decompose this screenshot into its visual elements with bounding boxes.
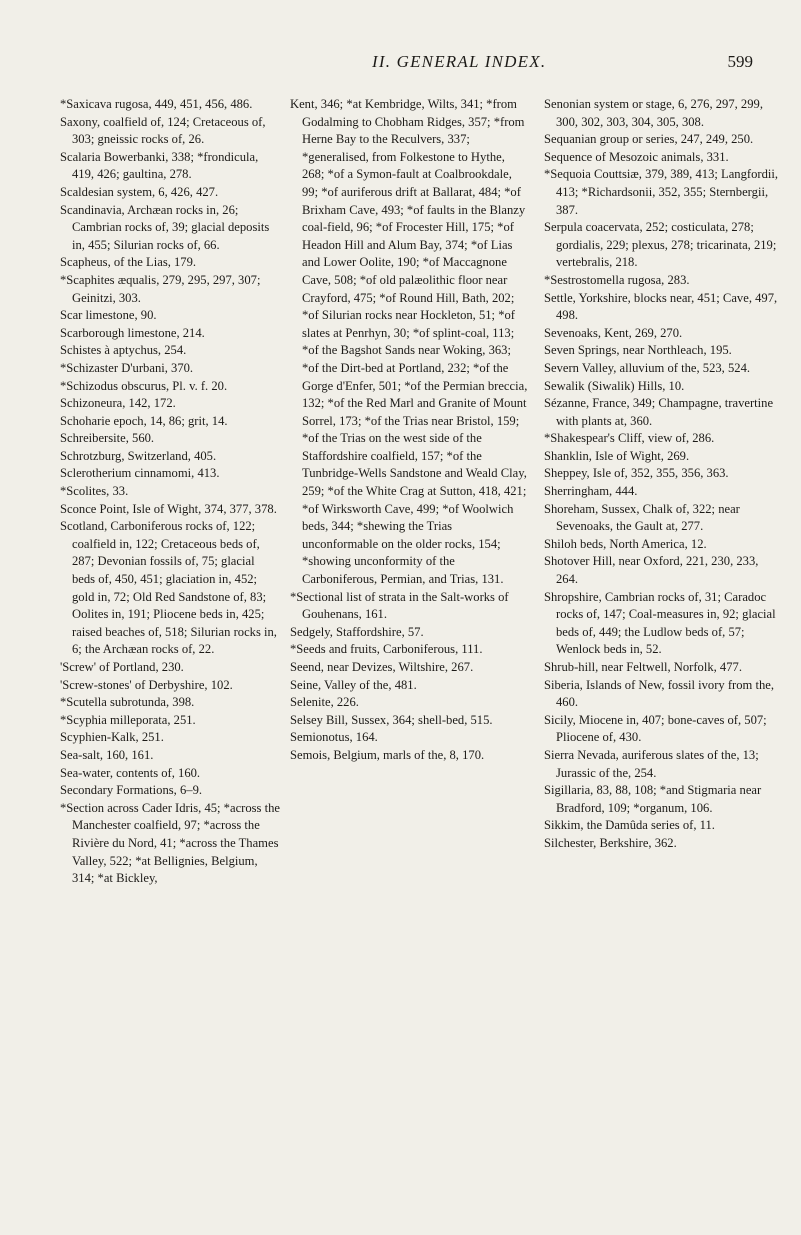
page-number: 599	[727, 52, 753, 71]
index-entry: Seend, near Devizes, Wiltshire, 267.	[290, 660, 474, 674]
index-entry: Severn Valley, alluvium of the, 523, 524.	[544, 360, 751, 375]
index-entry: *Scutella subrotunda, 398.	[60, 695, 195, 710]
index-entry: Schistes à aptychus, 254.	[60, 343, 187, 358]
index-entry: Sherringham, 444.	[544, 484, 638, 499]
index-entry: Selenite, 226.	[290, 695, 359, 710]
index-entry: Shropshire, Cambrian rocks of, 31; Caradoc rocks of, 147; Coal-measures in, 92; glacial beds of, 449; the Ludlow beds of, 57; Wenlock beds in, 52.	[544, 589, 776, 657]
index-entry: Siberia, Islands of New, fossil ivory from the, 460.	[544, 677, 775, 710]
index-entry: Sea-salt, 160, 161.	[60, 747, 154, 762]
index-entry: Senonian system or stage, 6, 276, 297, 299, 300, 302, 303, 304, 305, 308.	[544, 97, 763, 129]
index-entry: *Sectional list of strata in the Salt-works of Gouhenans, 161.	[290, 589, 509, 622]
index-entry: Sicily, Miocene in, 407; bone-caves of, 507; Pliocene of, 430.	[544, 712, 767, 745]
index-entry: Scyphien-Kalk, 251.	[60, 730, 164, 745]
index-entry: *Saxicava rugosa, 449, 451, 456, 486.	[60, 97, 253, 111]
index-entry: Shanklin, Isle of Wight, 269.	[544, 448, 690, 463]
index-entry: Sikkim, the Damûda series of, 11.	[544, 818, 715, 833]
index-entry: Scaldesian system, 6, 426, 427.	[60, 184, 219, 199]
index-entry: Kent, 346; *at Kembridge, Wilts, 341; *from Godalming to Chobham Ridges, 357; *from Herne Bay to the Reculvers, 337; *generalised, from Folkestone to Hythe, 268; *of a Symon-fault at Coalbrookdale, 99; *of auriferous drift at Ballarat, 484; *of Brixham Cave, 493; *of faults in the Blanzy coal-field, 96; *of Frocester Hill, 175; *of Headon Hill and Alum Bay, 374; *of Lias and Lower Oolite, 190; *of Maccagnone Cave, 508; *of old palæolithic floor near Crayford, 475; *of Round Hill, Bath, 202; *of Silurian rocks near Hockleton, 51; *of slates at Penrhyn, 30; *of splint-coal, 113; *of the Bagshot Sands near Woking, 363; *of the Dirt-bed at Portland, 232; *of the Gorge d'Enfer, 501; *of the Permian breccia, 132; *of the Red Marl and Granite of Mount Sorrel, 173; *of the Trias near Bristol, 159; *of the Trias on the west side of the Staffordshire coalfield, 157; *of the Tunbridge-Wells Sandstone and Weald Clay, 259; *of the White Crag at Sutton, 418, 421; *of Wirksworth Cave, 499; *of Woolwich beds, 344; *shewing the Trias unconformable on the older rocks, 154; *showing unconformity of the Carboniferous, Permian, and Trias, 131.	[290, 97, 528, 587]
index-entry: Sea-water, contents of, 160.	[60, 765, 201, 780]
index-entry: Silchester, Berkshire, 362.	[544, 835, 677, 850]
index-entry: Shrub-hill, near Feltwell, Norfolk, 477.	[544, 660, 742, 674]
index-entry: Sigillaria, 83, 88, 108; *and Stigmaria near Bradford, 109; *organum, 106.	[544, 783, 762, 815]
index-entry: Shotover Hill, near Oxford, 221, 230, 233, 264.	[544, 554, 759, 587]
index-entry: Seine, Valley of the, 481.	[290, 677, 417, 692]
index-entry: *Scolites, 33.	[60, 484, 129, 499]
index-entry: Saxony, coalfield of, 124; Cretaceous of, 303; gneissic rocks of, 26.	[60, 114, 266, 147]
index-entry: Schreibersite, 560.	[60, 431, 155, 446]
index-entry: Sewalik (Siwalik) Hills, 10.	[544, 378, 685, 393]
index-entry: Scalaria Bowerbanki, 338; *frondicula, 419, 426; gaultina, 278.	[60, 149, 259, 182]
index-entry: Scandinavia, Archæan rocks in, 26; Cambrian rocks of, 39; glacial deposits in, 455; Silurian rocks of, 66.	[60, 202, 270, 252]
index-entry: Scotland, Carboniferous rocks of, 122; coalfield in, 122; Cretaceous beds of, 287; Devonian fossils of, 75; glacial beds of, 450, 451; glaciation in, 452; gold in, 72; Old Red Sandstone of, 83; Oolites in, 191; Pliocene beds in, 425; raised beaches of, 518; Silurian rocks in, 6; the Archæan rocks of, 22.	[60, 519, 277, 657]
index-entry: Scarborough limestone, 214.	[60, 325, 205, 340]
index-entry: Sclerotherium cinnamomi, 413.	[60, 466, 220, 481]
index-entry: Schoharie epoch, 14, 86; grit, 14.	[60, 413, 228, 428]
index-entry: *Scyphia milleporata, 251.	[60, 712, 196, 727]
index-entry: Semois, Belgium, marls of the, 8, 170.	[290, 747, 485, 762]
index-entry: Sézanne, France, 349; Champagne, travertine with plants at, 360.	[544, 396, 774, 428]
index-entry: Sheppey, Isle of, 352, 355, 356, 363.	[544, 466, 729, 481]
index-entry: Shiloh beds, North America, 12.	[544, 536, 707, 551]
page-header	[60, 52, 761, 76]
index-entry: *Schizaster D'urbani, 370.	[60, 360, 194, 375]
index-entry: Sedgely, Staffordshire, 57.	[290, 624, 424, 639]
index-entry: Sevenoaks, Kent, 269, 270.	[544, 325, 683, 340]
index-entry: Sconce Point, Isle of Wight, 374, 377, 378.	[60, 501, 277, 516]
index-entry: Scar limestone, 90.	[60, 308, 157, 323]
index-entry: Sequanian group or series, 247, 249, 250.	[544, 132, 754, 147]
index-entry: *Section across Cader Idris, 45; *across the Manchester coalfield, 97; *across the Rivière du Nord, 41; *across the Thames Valley, 522; *at Bellignies, Belgium, 314; *at Bickley,	[60, 800, 280, 886]
index-entry: *Seeds and fruits, Carboniferous, 111.	[290, 642, 483, 657]
index-column-2	[290, 96, 530, 765]
index-entry: 'Screw-stones' of Derbyshire, 102.	[60, 677, 233, 692]
index-entry: 'Screw' of Portland, 230.	[60, 660, 184, 674]
index-entry: *Sestrostomella rugosa, 283.	[544, 272, 690, 287]
index-entry: Serpula coacervata, 252; costiculata, 278; gordialis, 229; plexus, 278; tricarinata, 219; vertebralis, 218.	[544, 220, 777, 270]
index-entry: Sequence of Mesozoic animals, 331.	[544, 149, 729, 164]
index-entry: Schizoneura, 142, 172.	[60, 396, 176, 411]
index-entry: *Scaphites æqualis, 279, 295, 297, 307; Geinitzi, 303.	[60, 272, 261, 305]
index-column-3	[544, 96, 780, 853]
index-entry: Secondary Formations, 6–9.	[60, 783, 203, 798]
index-entry: Settle, Yorkshire, blocks near, 451; Cave, 497, 498.	[544, 290, 778, 323]
index-entry: Schrotzburg, Switzerland, 405.	[60, 448, 217, 463]
index-entry: *Schizodus obscurus, Pl. v. f. 20.	[60, 378, 228, 393]
index-entry: *Shakespear's Cliff, view of, 286.	[544, 431, 715, 446]
index-entry: Seven Springs, near Northleach, 195.	[544, 343, 732, 358]
index-entry: Shoreham, Sussex, Chalk of, 322; near Sevenoaks, the Gault at, 277.	[544, 501, 740, 534]
index-entry: Semionotus, 164.	[290, 730, 378, 745]
index-column-1	[60, 96, 280, 888]
running-title: II. GENERAL INDEX.	[372, 52, 547, 71]
index-entry: Sierra Nevada, auriferous slates of the, 13; Jurassic of the, 254.	[544, 747, 759, 780]
index-entry: *Sequoia Couttsiæ, 379, 389, 413; Langfordii, 413; *Richardsonii, 352, 355; Sternbergii, 387.	[544, 167, 779, 217]
index-entry: Scapheus, of the Lias, 179.	[60, 255, 197, 270]
index-entry: Selsey Bill, Sussex, 364; shell-bed, 515.	[290, 712, 493, 727]
